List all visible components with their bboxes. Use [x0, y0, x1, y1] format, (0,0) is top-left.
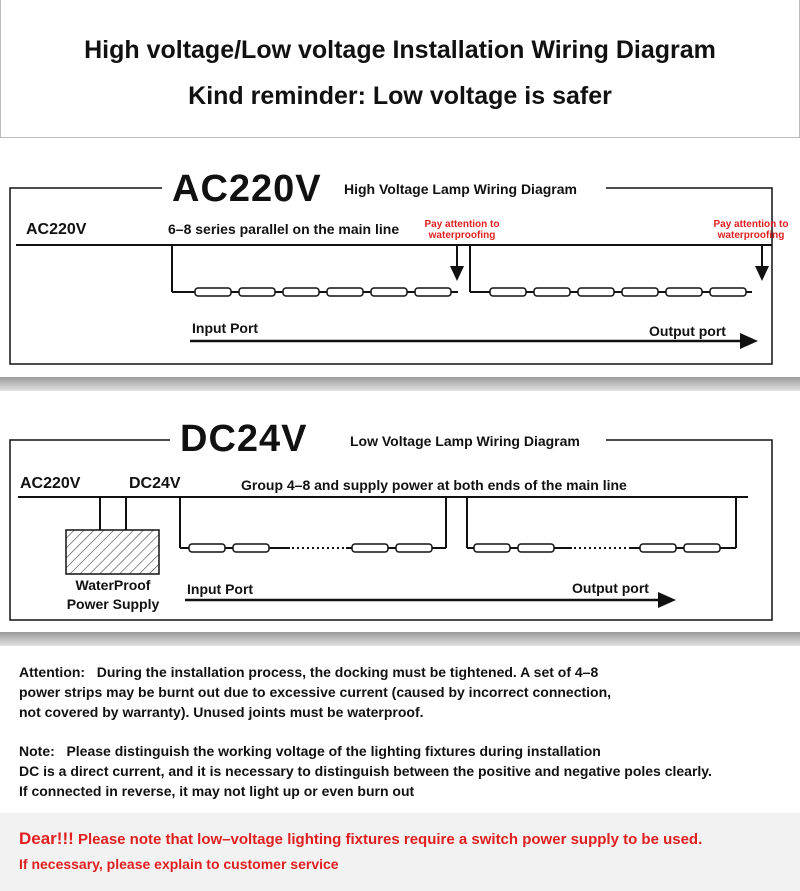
dc-caption: Low Voltage Lamp Wiring Diagram [350, 433, 580, 449]
ac-caption: High Voltage Lamp Wiring Diagram [344, 181, 577, 197]
attention-text: During the installation process, the docking must be tightened. A set of 4–8 [96, 664, 599, 680]
dc-lamp-group-2 [474, 544, 736, 552]
ac-lamp-group-2 [490, 288, 752, 296]
ac-panel-shadow [0, 377, 800, 391]
note-label: Note: [19, 743, 55, 759]
ac-arrow-down-2 [755, 266, 769, 281]
ac-input-port-label: Input Port [192, 320, 259, 336]
footer-box [0, 813, 800, 891]
dear-label: Dear!!! [19, 829, 74, 848]
note-line-1 [19, 741, 712, 761]
dc-lamp-group-1 [189, 544, 446, 552]
note-text: Please distinguish the working voltage of the lighting fixtures during installation [66, 743, 601, 759]
dc-panel-shadow [0, 632, 800, 646]
ac-output-port-label: Output port [649, 323, 726, 339]
ac-waterproof-warning-2: Pay attention to waterproofing [713, 219, 789, 241]
note-line-3: If connected in reverse, it may not light up or even burn out [19, 783, 415, 799]
dc-group-note: Group 4–8 and supply power at both ends of the main line [241, 477, 627, 493]
ac-lamp-group-1 [195, 288, 458, 296]
ac-big-label: AC220V [172, 168, 322, 210]
dc-power-supply-box [66, 530, 159, 574]
attention-line-1 [19, 662, 611, 682]
page-subtitle: Kind reminder: Low voltage is safer [188, 82, 612, 110]
footer-message-line-1 [19, 829, 702, 849]
dc-power-supply-label: WaterProof Power Supply [66, 577, 160, 612]
footer-message-line-2: If necessary, please explain to customer service [19, 856, 339, 872]
page-title: High voltage/Low voltage Installation Wiring Diagram [84, 36, 716, 64]
dc-big-label: DC24V [180, 418, 308, 460]
note-block [19, 741, 712, 801]
ac-series-note: 6–8 series parallel on the main line [168, 221, 400, 237]
ac-line-label: AC220V [26, 221, 87, 238]
dc-input-port-label: Input Port [187, 581, 254, 597]
note-line-2: DC is a direct current, and it is necessary to distinguish between the positive and negative poles clearly. [19, 763, 712, 779]
dc-output-port-label: Output port [572, 580, 649, 596]
attention-label: Attention: [19, 664, 86, 680]
attention-line-2: power strips may be burnt out due to excessive current (caused by incorrect connection, [19, 684, 612, 700]
attention-block [19, 662, 611, 722]
dc-ac-input-label: AC220V [20, 475, 81, 492]
attention-line-3: not covered by warranty). Unused joints must be waterproof. [19, 704, 424, 720]
ac-arrow-down-1 [450, 266, 464, 281]
ac-waterproof-warning-1: Pay attention to waterproofing [424, 219, 500, 241]
dc-voltage-label: DC24V [129, 475, 181, 492]
footer-message: Please note that low–voltage lighting fixtures require a switch power supply to be used. [77, 831, 703, 848]
